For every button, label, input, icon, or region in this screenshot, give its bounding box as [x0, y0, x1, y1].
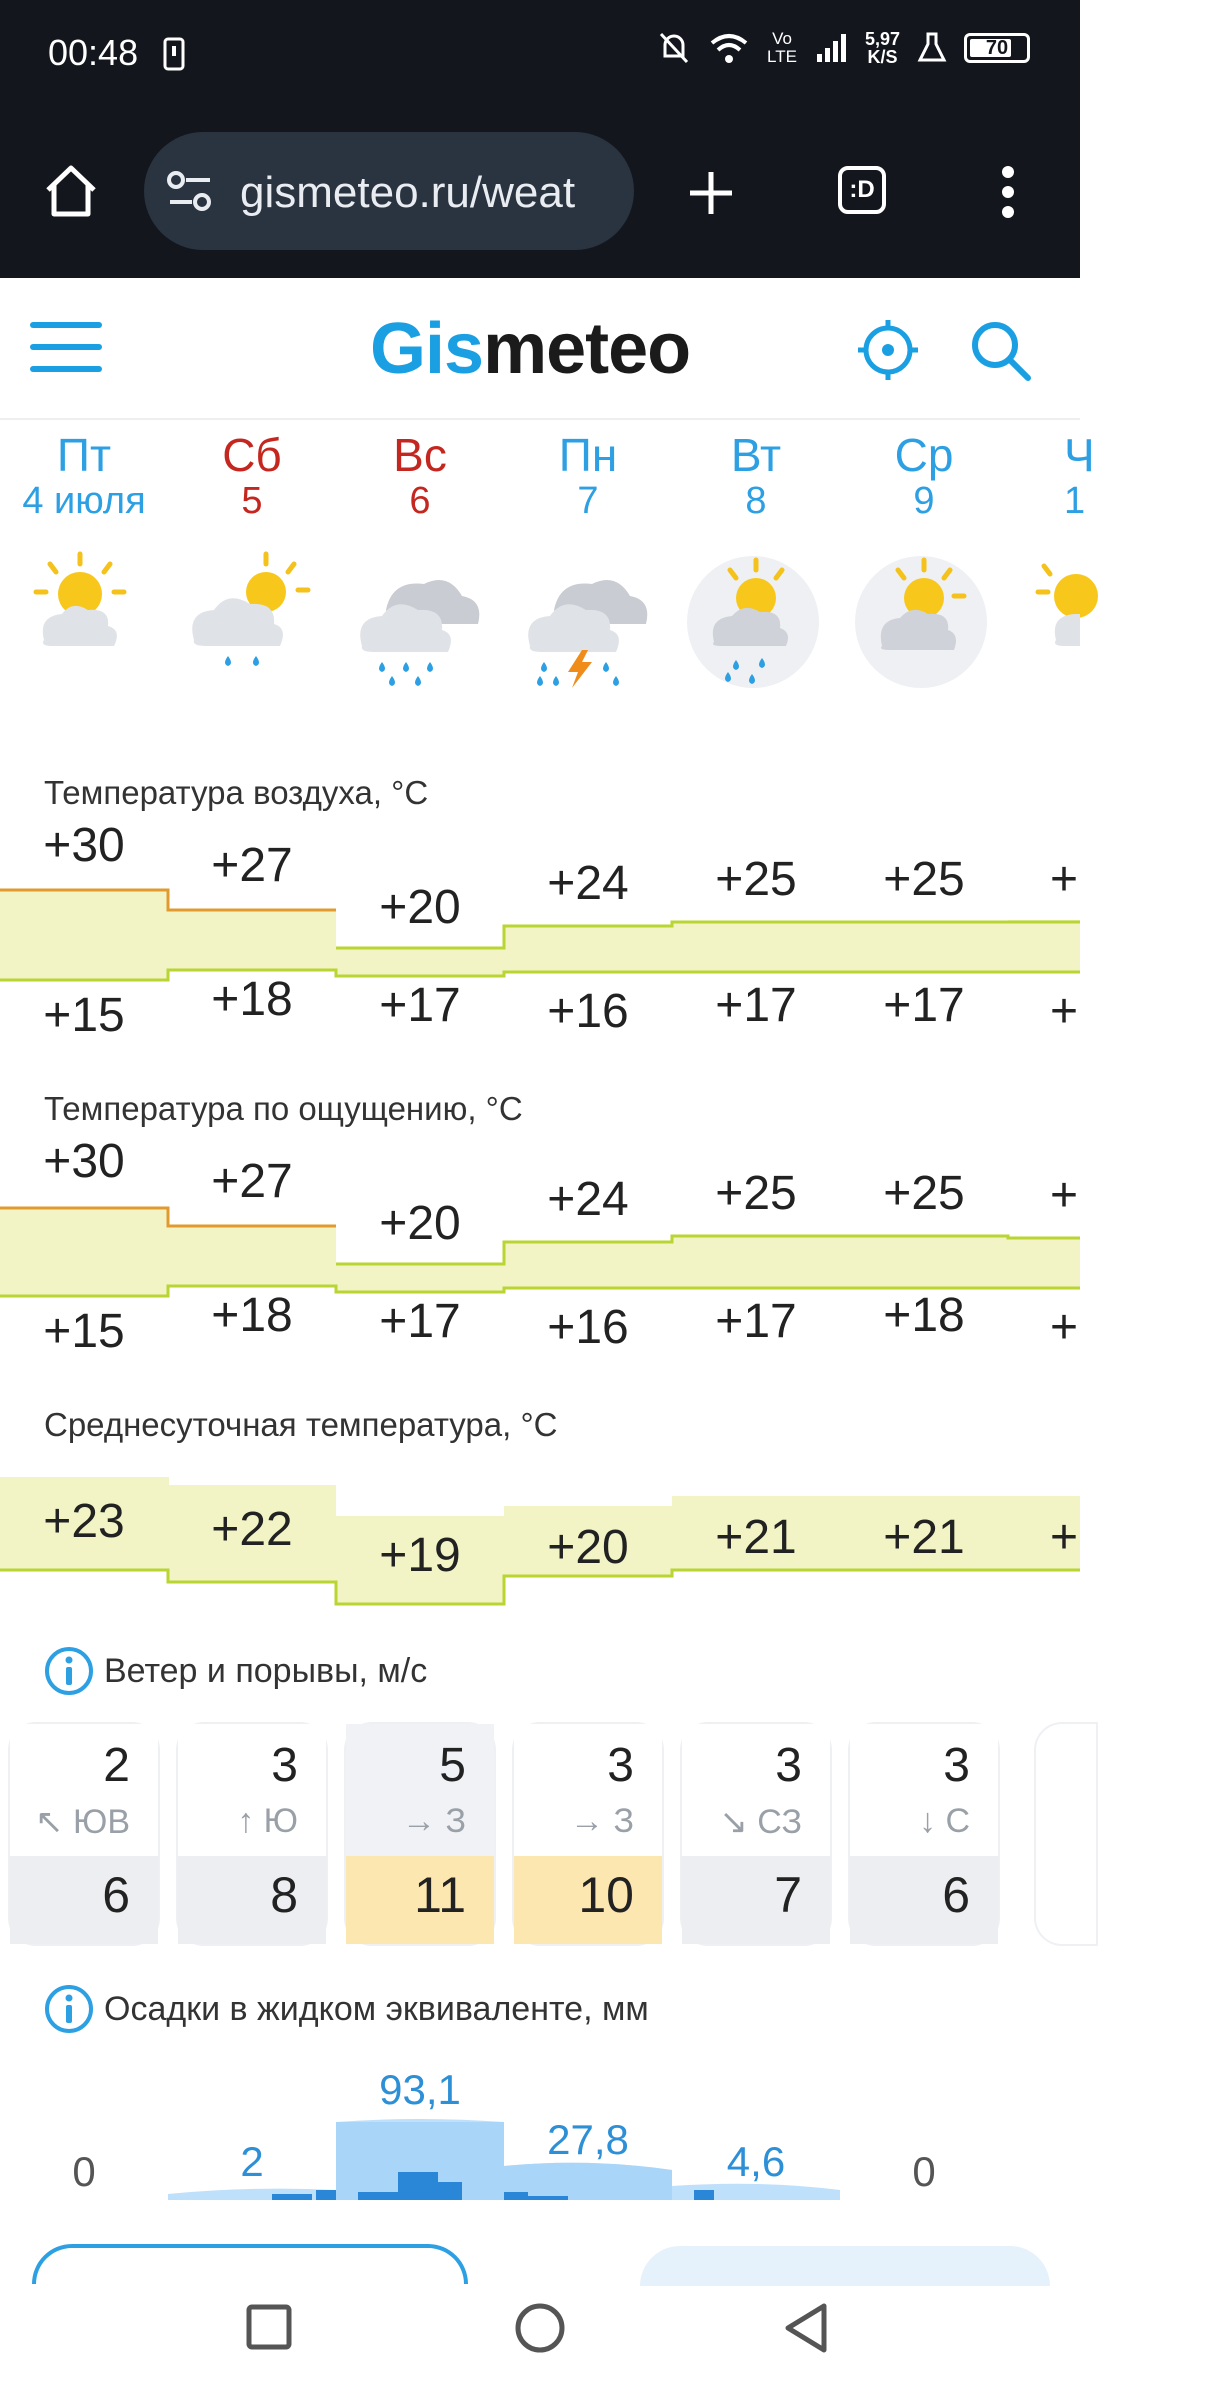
wind-gust: 6 [102, 1867, 130, 1923]
air-temp-max: +30 [43, 819, 125, 872]
day-date: 4 июля [22, 480, 146, 522]
feel-temp-title: Температура по ощущению, °C [44, 1090, 523, 1127]
phone-icon [164, 38, 184, 70]
signal-icon [815, 32, 847, 64]
day-name: Ср [894, 429, 954, 481]
day-column[interactable] [672, 428, 840, 523]
precip-title-text: Осадки в жидком эквиваленте, мм [104, 1989, 649, 2028]
wind-card[interactable] [514, 1724, 662, 1944]
wind-speed: 3 [775, 1739, 802, 1792]
day-name: Вт [730, 429, 782, 481]
day-date: 5 [241, 480, 263, 522]
flask-icon [918, 32, 946, 64]
air-temp-max: +27 [211, 839, 293, 892]
feel-temp-max: +27 [211, 1155, 293, 1208]
day-date: 8 [745, 480, 767, 522]
wifi-icon [709, 31, 749, 65]
day-name: Пн [558, 429, 618, 481]
wind-direction: → З [570, 1802, 634, 1840]
sun-cloud-icon [24, 550, 144, 670]
forecast-days [0, 420, 1095, 740]
wind-speed: 3 [271, 1739, 298, 1792]
avg-temp-title: Среднесуточная температура, °C [44, 1406, 558, 1443]
avg-temp-value: +20 [547, 1521, 629, 1574]
search-icon[interactable] [968, 318, 1034, 384]
wind-direction: ↘ СЗ [719, 1803, 802, 1841]
feel-temp-max: +30 [43, 1135, 125, 1188]
back-icon[interactable] [782, 2302, 828, 2354]
bottom-button-outline[interactable] [32, 2244, 468, 2284]
wind-gust: 6 [942, 1867, 970, 1923]
wind-direction: ↑ Ю [237, 1802, 298, 1840]
precip-value: 4,6 [726, 2138, 786, 2185]
wind-gust: 10 [578, 1867, 634, 1923]
wind-card[interactable] [346, 1724, 494, 1944]
avg-temp-value: +21 [883, 1511, 965, 1564]
precip-value: 2 [240, 2138, 264, 2185]
day-column[interactable] [1008, 428, 1232, 523]
air-temp-min: + [1050, 985, 1079, 1038]
feel-temp-min: +17 [715, 1295, 797, 1348]
precip-value: 93,1 [379, 2066, 461, 2113]
sun-cloud-rain-icon [184, 550, 324, 690]
air-temp-min: +17 [715, 979, 797, 1032]
bell-off-icon [657, 30, 691, 66]
url-text: gismeteo.ru/weat [240, 168, 576, 217]
avg-temp-value: +21 [715, 1511, 797, 1564]
feel-temp-min: +18 [211, 1289, 293, 1342]
wind-direction: → З [402, 1802, 466, 1840]
wind-speed: 3 [943, 1739, 970, 1792]
precip-value: 0 [72, 2148, 96, 2195]
system-nav-bar [0, 2200, 1080, 2400]
address-bar[interactable] [144, 132, 634, 250]
day-date: 1 [1064, 480, 1086, 522]
precip-value: 27,8 [547, 2116, 629, 2163]
net-speed: 5,97 K/S [864, 29, 900, 67]
home-icon[interactable] [42, 162, 100, 220]
avg-temp-value: +19 [379, 1529, 461, 1582]
feel-temp-max: + [1050, 1169, 1079, 1222]
volte-indicator: Vo LTE [767, 29, 797, 66]
wind-title-text: Ветер и порывы, м/с [104, 1651, 428, 1690]
info-icon[interactable] [44, 1984, 94, 2034]
avg-temp-value: +22 [211, 1503, 293, 1556]
wind-speed: 5 [439, 1739, 466, 1792]
info-icon[interactable] [44, 1646, 94, 1696]
day-column[interactable] [168, 428, 336, 523]
air-temp-max: + [1050, 853, 1079, 906]
precip-value: 0 [912, 2148, 936, 2195]
battery-icon [964, 33, 1030, 63]
cloud-heavy-rain-icon [352, 550, 492, 690]
wind-card[interactable] [850, 1724, 998, 1944]
air-temp-max: +25 [883, 853, 965, 906]
site-settings-icon[interactable] [166, 170, 214, 212]
locate-icon[interactable] [856, 318, 920, 382]
tab-switcher-button[interactable]: :D [838, 166, 886, 214]
day-name: Пт [56, 429, 112, 481]
air-temp-min: +18 [211, 973, 293, 1026]
feel-temp-min: +15 [43, 1305, 125, 1358]
more-menu-icon[interactable] [996, 164, 1020, 220]
new-tab-icon[interactable] [686, 168, 736, 218]
feel-temp-max: +20 [379, 1197, 461, 1250]
home-circle-icon[interactable] [514, 2302, 566, 2354]
hamburger-menu-icon[interactable] [30, 320, 102, 374]
air-temp-min: +15 [43, 989, 125, 1042]
wind-direction: ↖ ЮВ [35, 1803, 130, 1841]
feel-temp-min: + [1050, 1301, 1079, 1354]
wind-gust: 7 [774, 1867, 802, 1923]
day-column[interactable] [0, 428, 168, 523]
status-time: 00:48 [48, 32, 139, 73]
fog-sun-icon [846, 550, 996, 700]
fog-sun-rain-icon [678, 550, 828, 700]
day-date: 7 [577, 480, 599, 522]
air-temp-title: Температура воздуха, °C [44, 774, 429, 811]
wind-card[interactable] [178, 1724, 326, 1944]
day-column[interactable] [336, 428, 504, 523]
wind-speed: 3 [607, 1739, 634, 1792]
feel-temp-min: +18 [883, 1289, 965, 1342]
feel-temp-max: +24 [547, 1173, 629, 1226]
air-temp-max: +25 [715, 853, 797, 906]
day-name: Сб [222, 429, 282, 481]
day-column[interactable] [504, 428, 672, 523]
site-header [0, 278, 1080, 420]
avg-temp-value: + [1050, 1511, 1079, 1564]
day-date: 9 [913, 480, 935, 522]
air-temp-max: +20 [379, 881, 461, 934]
cloud-thunder-rain-icon [520, 550, 660, 690]
recents-icon[interactable] [246, 2304, 292, 2350]
gismeteo-logo[interactable]: Gismeteo [370, 309, 691, 389]
wind-section-title [44, 1646, 427, 1696]
day-column[interactable] [840, 428, 1008, 523]
bottom-button-filled[interactable] [640, 2246, 1050, 2286]
wind-gust: 11 [414, 1867, 466, 1923]
wind-card-partial[interactable] [1036, 1724, 1096, 1944]
feel-temp-max: +25 [715, 1167, 797, 1220]
feel-temp-min: +16 [547, 1301, 629, 1354]
day-name: Вс [393, 429, 447, 481]
air-temp-min: +17 [379, 979, 461, 1032]
status-bar [0, 0, 1080, 108]
wind-card[interactable] [682, 1724, 830, 1944]
precip-section-title [44, 1984, 649, 2034]
feel-temp-min: +17 [379, 1295, 461, 1348]
wind-gust: 8 [270, 1867, 298, 1923]
wind-speed: 2 [103, 1739, 130, 1792]
day-name: Ч [1064, 429, 1095, 481]
battery-level: 70 [985, 37, 1009, 59]
sun-icon [1036, 550, 1080, 670]
wind-direction: ↓ С [919, 1802, 970, 1840]
air-temp-min: +17 [883, 979, 965, 1032]
feel-temp-max: +25 [883, 1167, 965, 1220]
air-temp-max: +24 [547, 857, 629, 910]
browser-toolbar [0, 108, 1080, 278]
wind-card[interactable] [10, 1724, 158, 1944]
avg-temp-value: +23 [43, 1495, 125, 1548]
day-date: 6 [409, 480, 431, 522]
air-temp-min: +16 [547, 985, 629, 1038]
